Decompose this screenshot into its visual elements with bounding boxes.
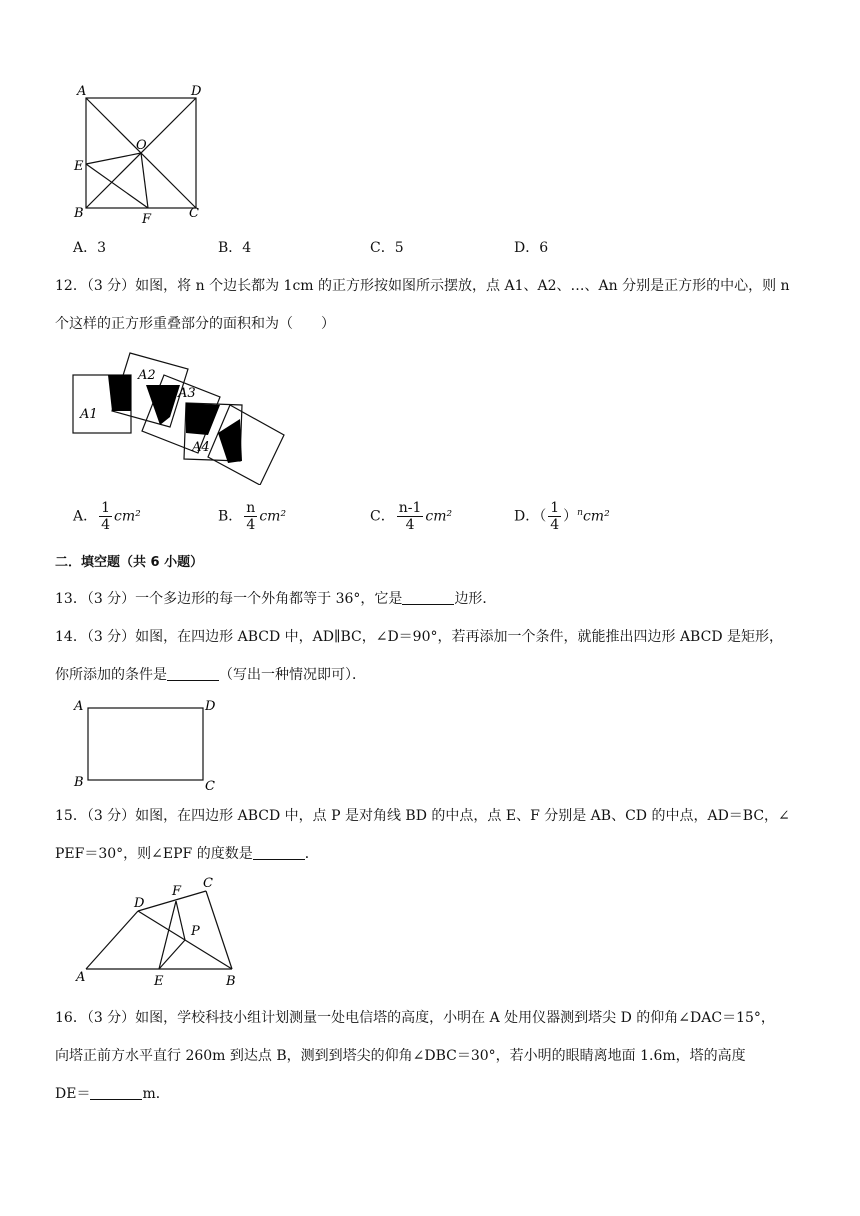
q15-text-line1: 15．（3 分）如图，在四边形 ABCD 中，点 P 是对角线 BD 的中点，点 E、F 分别是 AB、CD 的中点，AD＝BC，∠ bbox=[55, 808, 790, 824]
label-a: A bbox=[74, 699, 84, 714]
q15-text-line2: PEF＝30°，则∠EPF 的度数是 ． bbox=[55, 846, 319, 862]
q13-blank bbox=[402, 590, 454, 605]
q12-option-a: A． $\frac{1}{4}$ cm² bbox=[73, 500, 141, 533]
label-a: A bbox=[76, 970, 86, 985]
q16-text-line3: DE＝ m． bbox=[55, 1086, 170, 1102]
q14-blank bbox=[167, 666, 219, 681]
q12-figure bbox=[70, 345, 310, 485]
q12-option-b: B． $\frac{n}{4}$ cm² bbox=[218, 500, 287, 533]
label-p: P bbox=[191, 924, 200, 939]
q16-text-line1: 16．（3 分）如图，学校科技小组计划测量一处电信塔的高度，小明在 A 处用仪器测到塔尖 D 的仰角∠DAC＝15°， bbox=[55, 1010, 775, 1026]
q12-option-d: D．（ $\frac{1}{4}$ ）$^n$cm² bbox=[514, 500, 610, 533]
q11-figure bbox=[68, 80, 218, 230]
label-a2: A2 bbox=[138, 368, 156, 383]
q16-text-line2: 向塔正前方水平直行 260m 到达点 B，测到到塔尖的仰角∠DBC＝30°，若小明的眼睛离地面 1.6m，塔的高度 bbox=[55, 1048, 746, 1064]
label-a1: A1 bbox=[80, 407, 98, 422]
q15-figure bbox=[72, 875, 252, 990]
label-f: F bbox=[172, 884, 182, 899]
label-o: O bbox=[136, 138, 147, 153]
label-a: A bbox=[77, 84, 87, 99]
label-d: D bbox=[134, 896, 145, 911]
label-b: B bbox=[74, 206, 84, 221]
section-heading: 二．填空题（共 6 小题） bbox=[55, 555, 204, 570]
q12-option-c: C． $\frac{n-1}{4}$ cm² bbox=[370, 500, 453, 533]
label-c: C bbox=[203, 876, 213, 891]
q11-option-d: D．6 bbox=[514, 240, 549, 256]
q14-text-line2: 你所添加的条件是 （写出一种情况即可）． bbox=[55, 667, 366, 683]
label-d: D bbox=[191, 84, 202, 99]
label-b: B bbox=[226, 974, 236, 989]
q14-text-line1: 14．（3 分）如图，在四边形 ABCD 中，AD∥BC，∠D＝90°，若再添加一个条件，就能推出四边形 ABCD 是矩形， bbox=[55, 629, 783, 645]
label-f: F bbox=[142, 212, 152, 227]
q16-blank bbox=[90, 1085, 142, 1100]
label-a4: A4 bbox=[192, 440, 210, 455]
label-d: D bbox=[205, 699, 216, 714]
label-e: E bbox=[74, 159, 84, 174]
q13-text: 13．（3 分）一个多边形的每一个外角都等于 36°，它是 边形． bbox=[55, 591, 497, 607]
label-e: E bbox=[154, 974, 164, 989]
label-c: C bbox=[189, 206, 199, 221]
q12-text-line1: 12．（3 分）如图，将 n 个边长都为 1cm 的正方形按如图所示摆放，点 A1、A2、…、An 分别是正方形的中心，则 n bbox=[55, 278, 790, 294]
q12-text-line2: 个这样的正方形重叠部分的面积和为（ ） bbox=[55, 316, 335, 332]
q11-option-b: B．4 bbox=[218, 240, 252, 256]
q11-option-a: A．3 bbox=[73, 240, 107, 256]
q14-figure bbox=[70, 694, 230, 794]
label-b: B bbox=[74, 775, 84, 790]
q11-option-c: C．5 bbox=[370, 240, 404, 256]
q15-blank bbox=[253, 845, 305, 860]
label-a3: A3 bbox=[178, 386, 196, 401]
label-c: C bbox=[205, 779, 215, 794]
